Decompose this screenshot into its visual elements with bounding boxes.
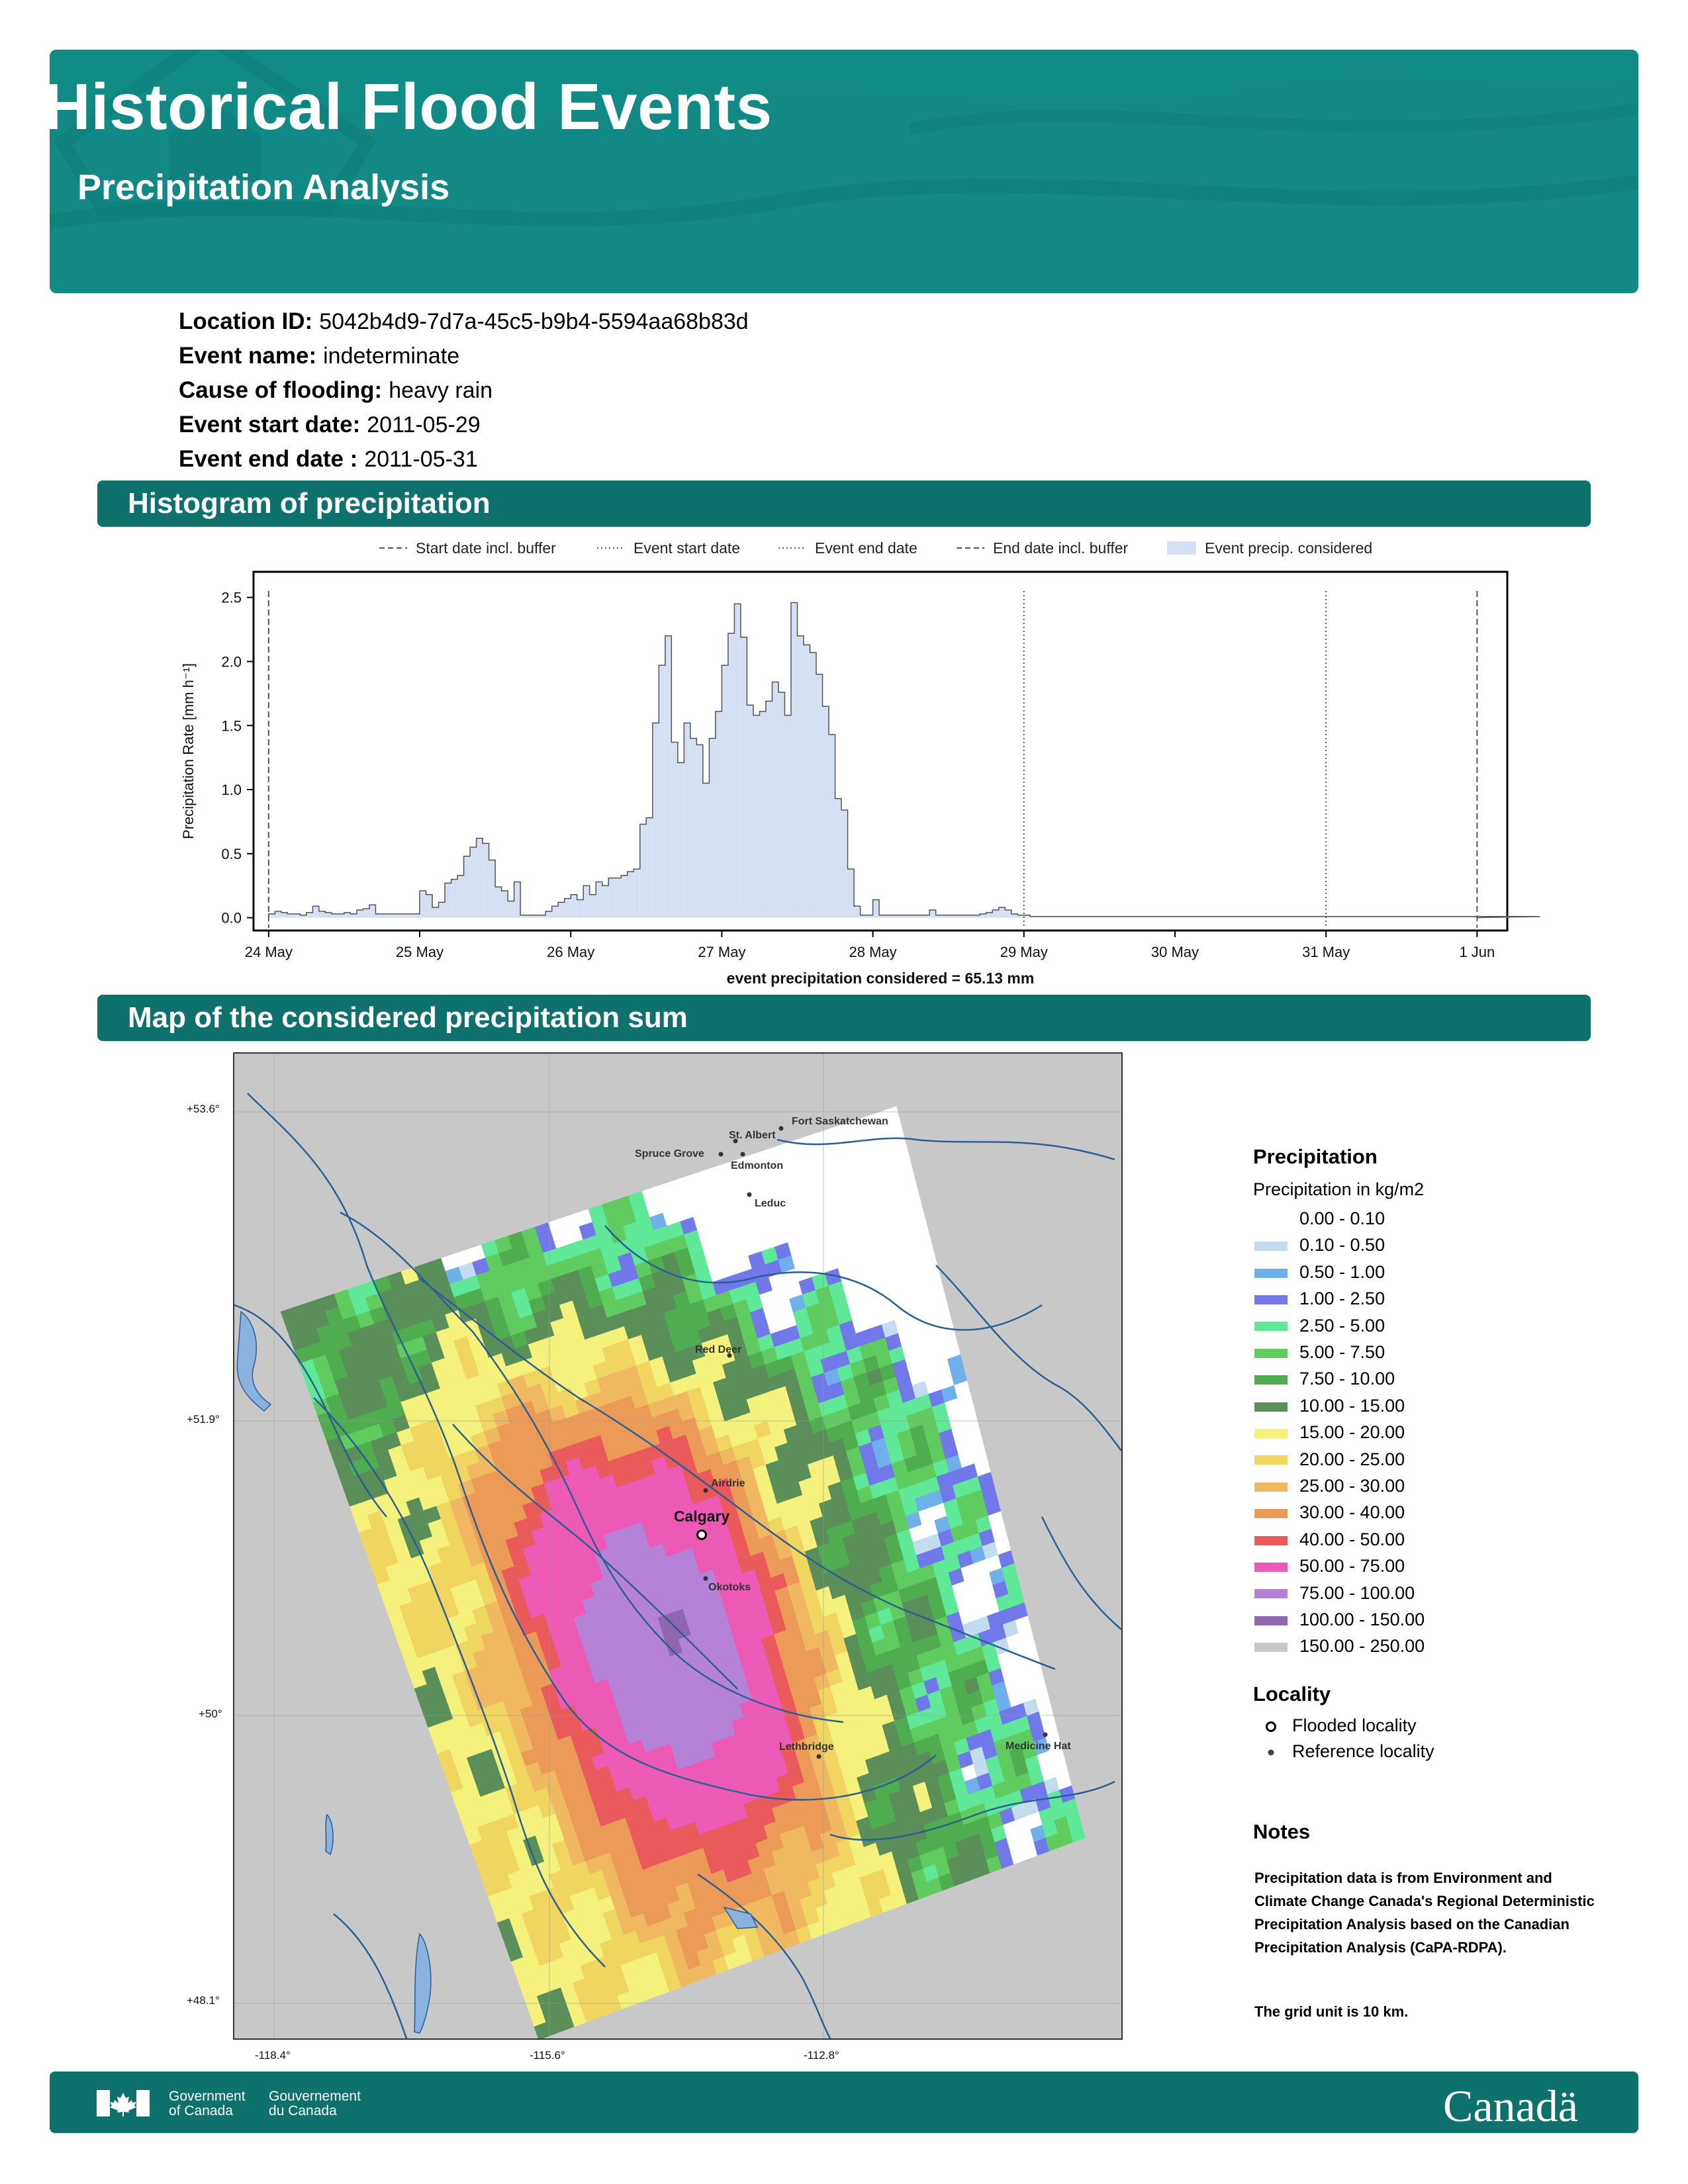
y-tick-label: 0.0 bbox=[221, 909, 242, 927]
reference-locality-marker bbox=[817, 1754, 821, 1759]
histogram-bar bbox=[514, 882, 521, 917]
histogram-bar bbox=[502, 891, 508, 918]
histogram-bar bbox=[287, 914, 294, 918]
histogram-bar bbox=[615, 878, 622, 918]
histogram-bar bbox=[784, 715, 791, 918]
histogram-bar bbox=[848, 869, 855, 918]
precip-legend-label: 0.00 - 0.10 bbox=[1299, 1208, 1385, 1228]
precip-legend-item bbox=[1253, 1316, 1385, 1342]
histogram-bar bbox=[281, 913, 288, 918]
precip-legend-label: 1.00 - 2.50 bbox=[1299, 1289, 1385, 1309]
histogram-bar bbox=[558, 902, 565, 917]
precip-legend-label: 10.00 - 15.00 bbox=[1299, 1395, 1405, 1416]
precip-legend-label: 40.00 - 50.00 bbox=[1299, 1529, 1405, 1549]
notes-text: Precipitation data is from Environment and Climate Change Canada's Regional Deterministic Precipitation Analysis based on the Canadian Precipitation Analysis (CaPA-RDPA). bbox=[1254, 1870, 1595, 1956]
histogram-bar bbox=[716, 711, 722, 918]
histogram-bar bbox=[753, 715, 760, 918]
histogram-bar bbox=[414, 914, 420, 918]
legend-label-event-start: Event start date bbox=[633, 539, 741, 557]
y-tick-label: 2.0 bbox=[221, 653, 242, 670]
y-axis bbox=[221, 590, 254, 927]
x-tick-label: 27 May bbox=[698, 944, 746, 960]
precip-legend-swatch bbox=[1254, 1643, 1288, 1652]
precipitation-map-canvas bbox=[234, 1054, 1121, 2038]
section-histogram-title: Histogram of precipitation bbox=[128, 487, 491, 520]
histogram-bar bbox=[495, 887, 502, 917]
city-label: Airdrie bbox=[711, 1478, 745, 1489]
histogram-bar bbox=[477, 839, 483, 918]
precip-legend-item bbox=[1253, 1262, 1385, 1289]
precip-legend-title: Precipitation bbox=[1253, 1145, 1378, 1168]
reference-locality-icon bbox=[1264, 1746, 1278, 1759]
precip-legend-label: 75.00 - 100.00 bbox=[1299, 1582, 1415, 1603]
histogram-bar bbox=[684, 723, 690, 917]
precip-legend-swatch bbox=[1254, 1509, 1288, 1518]
precip-legend-swatch bbox=[1254, 1536, 1288, 1545]
histogram-bar bbox=[350, 914, 357, 918]
end-date-value: 2011-05-31 bbox=[364, 447, 478, 472]
precip-legend-swatch bbox=[1254, 1349, 1288, 1358]
histogram-bar bbox=[854, 906, 861, 917]
histogram-bar bbox=[294, 914, 301, 918]
histogram-bar bbox=[728, 633, 735, 918]
histogram-bar bbox=[382, 914, 389, 918]
histogram-bar bbox=[489, 860, 496, 918]
histogram-bar bbox=[759, 711, 766, 918]
x-axis-label: event precipitation considered = 65.13 mm bbox=[726, 970, 1035, 987]
histogram-bar bbox=[653, 723, 659, 917]
histogram-bar bbox=[319, 911, 326, 918]
locality-legend-title: Locality bbox=[1253, 1682, 1331, 1706]
x-tick-label: 26 May bbox=[547, 944, 595, 960]
histogram-bar bbox=[986, 913, 993, 918]
histogram-bar bbox=[791, 602, 798, 917]
histogram-bar bbox=[375, 914, 382, 918]
histogram-bar bbox=[1005, 910, 1011, 918]
histogram-bar bbox=[841, 810, 848, 918]
histogram-bar bbox=[766, 702, 773, 918]
precip-legend-item bbox=[1253, 1422, 1405, 1449]
x-tick-label: 24 May bbox=[244, 944, 293, 960]
location-id-label: Location ID: bbox=[179, 308, 313, 334]
precip-legend-item bbox=[1253, 1636, 1425, 1662]
reference-locality-marker bbox=[704, 1576, 708, 1581]
histogram-bar bbox=[552, 906, 559, 917]
lon-label-2: -115.6° bbox=[530, 2049, 565, 2062]
histogram-bar bbox=[709, 739, 716, 918]
lat-label-2: +51.9° bbox=[187, 1413, 220, 1426]
end-date-label: Event end date : bbox=[179, 446, 358, 472]
histogram-bar bbox=[722, 665, 728, 917]
section-map bbox=[97, 995, 1591, 1041]
precip-grid bbox=[281, 1107, 1085, 2038]
x-tick-label: 29 May bbox=[1000, 944, 1048, 960]
histogram-bar bbox=[583, 886, 590, 917]
histogram-bar bbox=[388, 914, 395, 918]
histogram-bar bbox=[797, 636, 804, 918]
precip-legend-item bbox=[1253, 1369, 1395, 1395]
histogram-bar bbox=[810, 653, 817, 918]
histogram-bar bbox=[816, 674, 823, 918]
histogram-bar bbox=[665, 636, 672, 918]
city-label: Medicine Hat bbox=[1006, 1741, 1071, 1752]
precip-legend-item bbox=[1253, 1556, 1405, 1582]
precip-legend-swatch bbox=[1254, 1322, 1288, 1331]
precip-legend-swatch bbox=[1254, 1402, 1288, 1412]
histogram-bar bbox=[640, 824, 647, 917]
precip-legend-label: 2.50 - 5.00 bbox=[1299, 1315, 1385, 1336]
canada-wordmark: Canadä bbox=[1443, 2081, 1578, 2131]
precip-legend-swatch bbox=[1254, 1482, 1288, 1492]
histogram-bar bbox=[508, 901, 514, 917]
histogram-legend bbox=[379, 539, 1372, 557]
start-date-value: 2011-05-29 bbox=[367, 412, 481, 437]
plot-frame bbox=[254, 572, 1507, 931]
precip-legend-swatch bbox=[1254, 1563, 1288, 1572]
reference-locality-marker bbox=[741, 1152, 745, 1157]
city-label: Okotoks bbox=[708, 1582, 751, 1593]
x-tick-label: 30 May bbox=[1150, 944, 1199, 960]
histogram-bar bbox=[999, 907, 1006, 917]
precip-legend-swatch bbox=[1254, 1215, 1288, 1224]
histogram-bar bbox=[338, 914, 344, 918]
lon-label-3: -112.8° bbox=[804, 2049, 839, 2062]
precip-legend-label: 30.00 - 40.00 bbox=[1299, 1502, 1405, 1523]
histogram-bar bbox=[772, 682, 778, 917]
y-tick-label: 0.5 bbox=[221, 845, 242, 862]
x-tick-label: 1 Jun bbox=[1459, 944, 1495, 960]
precip-legend-swatch bbox=[1254, 1429, 1288, 1438]
histogram-bar bbox=[312, 906, 319, 917]
x-tick-label: 31 May bbox=[1302, 944, 1350, 960]
histogram-bar bbox=[703, 783, 710, 917]
histogram-bar bbox=[835, 799, 842, 918]
histogram-bar bbox=[602, 886, 609, 917]
precip-legend-item bbox=[1253, 1610, 1425, 1636]
histogram-bar bbox=[269, 914, 275, 918]
precip-legend-label: 0.50 - 1.00 bbox=[1299, 1261, 1385, 1282]
section-map-title: Map of the considered precipitation sum bbox=[128, 1001, 688, 1034]
histogram-bar bbox=[747, 705, 753, 917]
histogram-bar bbox=[470, 847, 477, 917]
city-label: Spruce Grove bbox=[635, 1148, 704, 1160]
histogram-bar bbox=[445, 883, 451, 917]
city-label: Fort Saskatchewan bbox=[792, 1116, 888, 1127]
precip-legend-swatch bbox=[1254, 1455, 1288, 1465]
location-id-value: 5042b4d9-7d7a-45c5-b9b4-5594aa68b83d bbox=[319, 309, 749, 334]
page-subtitle: Precipitation Analysis bbox=[77, 167, 450, 207]
histogram-bar bbox=[275, 911, 281, 918]
precip-legend-item bbox=[1253, 1396, 1405, 1422]
histogram-bar bbox=[571, 895, 577, 918]
precip-legend-label: 7.50 - 10.00 bbox=[1299, 1369, 1395, 1389]
reference-locality-marker bbox=[719, 1152, 724, 1157]
event-name-value: indeterminate bbox=[323, 343, 460, 369]
gov-fr bbox=[269, 2089, 361, 2118]
precip-legend-label: 5.00 - 7.50 bbox=[1299, 1342, 1385, 1362]
legend-label-event-precip: Event precip. considered bbox=[1205, 539, 1373, 557]
histogram-bar bbox=[432, 907, 439, 917]
cause-label: Cause of flooding: bbox=[179, 377, 383, 403]
histogram-chart bbox=[0, 0, 1688, 1006]
precip-legend-swatch bbox=[1254, 1269, 1288, 1278]
histogram-bar bbox=[678, 762, 684, 917]
histogram-bar bbox=[690, 739, 697, 918]
histogram-bar bbox=[992, 910, 999, 918]
precip-legend-item bbox=[1253, 1449, 1405, 1476]
event-name-label: Event name: bbox=[179, 343, 317, 369]
x-tick-label: 25 May bbox=[395, 944, 444, 960]
histogram-bar bbox=[671, 742, 678, 917]
reference-locality-marker bbox=[747, 1193, 752, 1197]
precip-legend-label: 0.10 - 0.50 bbox=[1299, 1235, 1385, 1255]
precip-legend-label: 50.00 - 75.00 bbox=[1299, 1556, 1405, 1576]
lat-label-1: +53.6° bbox=[187, 1103, 220, 1115]
city-label: St. Albert bbox=[729, 1130, 776, 1141]
city-label: Red Deer bbox=[695, 1344, 742, 1355]
reference-locality-marker bbox=[779, 1126, 784, 1131]
histogram-bar bbox=[369, 905, 376, 917]
flooded-locality-icon bbox=[1264, 1720, 1278, 1733]
histogram-bar bbox=[628, 872, 634, 918]
lon-label-1: -118.4° bbox=[255, 2049, 291, 2062]
flooded-locality-label: Flooded locality bbox=[1292, 1715, 1417, 1735]
lat-label-3: +50° bbox=[199, 1707, 222, 1720]
city-label: Calgary bbox=[673, 1508, 730, 1525]
histogram-bar bbox=[451, 880, 458, 918]
reference-locality-marker bbox=[704, 1488, 708, 1493]
histogram-bar bbox=[823, 706, 829, 917]
histogram-bar bbox=[778, 692, 785, 918]
city-label: Edmonton bbox=[731, 1160, 784, 1171]
histogram-bar bbox=[873, 900, 880, 918]
histogram-bar bbox=[400, 914, 407, 918]
histogram-bar bbox=[357, 910, 363, 918]
page-title: Historical Flood Events bbox=[44, 70, 773, 143]
histogram-bar bbox=[633, 869, 640, 918]
gov-en-line2: of Canada bbox=[169, 2103, 233, 2118]
histogram-bar bbox=[621, 876, 628, 918]
legend-swatch-event-precip bbox=[1167, 541, 1196, 555]
histogram-bar bbox=[483, 843, 489, 917]
precip-legend-item bbox=[1253, 1208, 1385, 1235]
legend-label-start-buffer: Start date incl. buffer bbox=[416, 539, 556, 557]
histogram-bar bbox=[439, 902, 445, 917]
precip-legend-swatch bbox=[1254, 1589, 1288, 1598]
histogram-bar bbox=[608, 878, 615, 918]
y-axis-label: Precipitation Rate [mm h⁻¹] bbox=[180, 663, 197, 839]
gov-en-line1: Government bbox=[169, 2089, 246, 2104]
histogram-bar bbox=[577, 900, 584, 918]
cause-value: heavy rain bbox=[389, 378, 493, 403]
precip-legend-item bbox=[1253, 1342, 1385, 1369]
histogram-bar bbox=[464, 856, 471, 918]
histogram-bar bbox=[1011, 914, 1018, 918]
histogram-bar bbox=[659, 665, 665, 917]
legend-reference-locality bbox=[1264, 1741, 1434, 1762]
reference-locality-marker bbox=[1043, 1733, 1048, 1737]
precip-legend-item bbox=[1253, 1583, 1415, 1610]
histogram-bar bbox=[590, 895, 596, 918]
precip-legend-subtitle: Precipitation in kg/m2 bbox=[1253, 1179, 1425, 1199]
precipitation-map bbox=[233, 1052, 1123, 2040]
reference-locality-label: Reference locality bbox=[1292, 1741, 1434, 1761]
precip-legend-label: 20.00 - 25.00 bbox=[1299, 1449, 1405, 1469]
y-tick-label: 1.5 bbox=[221, 717, 242, 735]
canada-flag-icon bbox=[97, 2090, 150, 2116]
precip-legend-item bbox=[1253, 1502, 1405, 1529]
precip-legend-item bbox=[1253, 1529, 1405, 1556]
histogram-bar bbox=[457, 876, 464, 918]
histogram-bar bbox=[363, 909, 369, 918]
precip-legend-swatch bbox=[1254, 1242, 1288, 1251]
histogram-bar bbox=[741, 637, 747, 918]
histogram-bar bbox=[407, 914, 414, 918]
histogram-bar bbox=[545, 911, 552, 918]
histogram-bar bbox=[980, 914, 986, 918]
x-tick-label: 28 May bbox=[849, 944, 897, 960]
flooded-locality-marker bbox=[698, 1531, 706, 1539]
precip-legend-label: 15.00 - 20.00 bbox=[1299, 1422, 1405, 1443]
notes-title: Notes bbox=[1253, 1820, 1311, 1843]
precip-legend-item bbox=[1253, 1289, 1385, 1315]
histogram-bar bbox=[395, 914, 401, 918]
precip-legend-swatch bbox=[1254, 1375, 1288, 1385]
histogram-bar bbox=[734, 604, 741, 917]
histogram-bar bbox=[426, 895, 433, 918]
histogram-bar bbox=[829, 735, 835, 918]
histogram-bar bbox=[325, 913, 332, 918]
precip-legend-item bbox=[1253, 1235, 1385, 1261]
histogram-bar bbox=[596, 882, 602, 917]
legend-label-end-buffer: End date incl. buffer bbox=[993, 539, 1129, 557]
histogram-bar bbox=[306, 913, 313, 918]
histogram-bar bbox=[565, 899, 571, 918]
precip-legend-label: 100.00 - 150.00 bbox=[1299, 1610, 1425, 1629]
start-date-label: Event start date: bbox=[179, 412, 361, 437]
gov-fr-line1: Gouvernement bbox=[269, 2089, 361, 2104]
gov-fr-line2: du Canada bbox=[269, 2103, 337, 2118]
histogram-bar bbox=[344, 913, 351, 918]
notes-grid-unit: The grid unit is 10 km. bbox=[1254, 2003, 1409, 2020]
histogram-bar bbox=[804, 645, 810, 917]
legend-label-event-end: Event end date bbox=[815, 539, 917, 557]
histogram-bar bbox=[420, 891, 426, 918]
precip-legend-swatch bbox=[1254, 1616, 1288, 1625]
y-tick-label: 2.5 bbox=[221, 589, 242, 606]
legend-flooded-locality bbox=[1264, 1715, 1417, 1736]
histogram-bar bbox=[332, 914, 338, 918]
city-label: Leduc bbox=[755, 1198, 786, 1209]
gov-en bbox=[169, 2089, 246, 2118]
precip-legend-label: 25.00 - 30.00 bbox=[1299, 1476, 1405, 1496]
x-axis bbox=[245, 931, 1495, 960]
city-label: Lethbridge bbox=[779, 1741, 834, 1752]
lat-label-4: +48.1° bbox=[187, 1994, 220, 2007]
precip-legend-swatch bbox=[1254, 1295, 1288, 1304]
precip-legend-label: 150.00 - 250.00 bbox=[1299, 1636, 1425, 1657]
histogram-bar bbox=[696, 745, 703, 917]
y-tick-label: 1.0 bbox=[221, 782, 242, 799]
histogram-bar bbox=[646, 818, 653, 918]
histogram-bar bbox=[929, 910, 936, 918]
precip-legend-item bbox=[1253, 1476, 1405, 1502]
